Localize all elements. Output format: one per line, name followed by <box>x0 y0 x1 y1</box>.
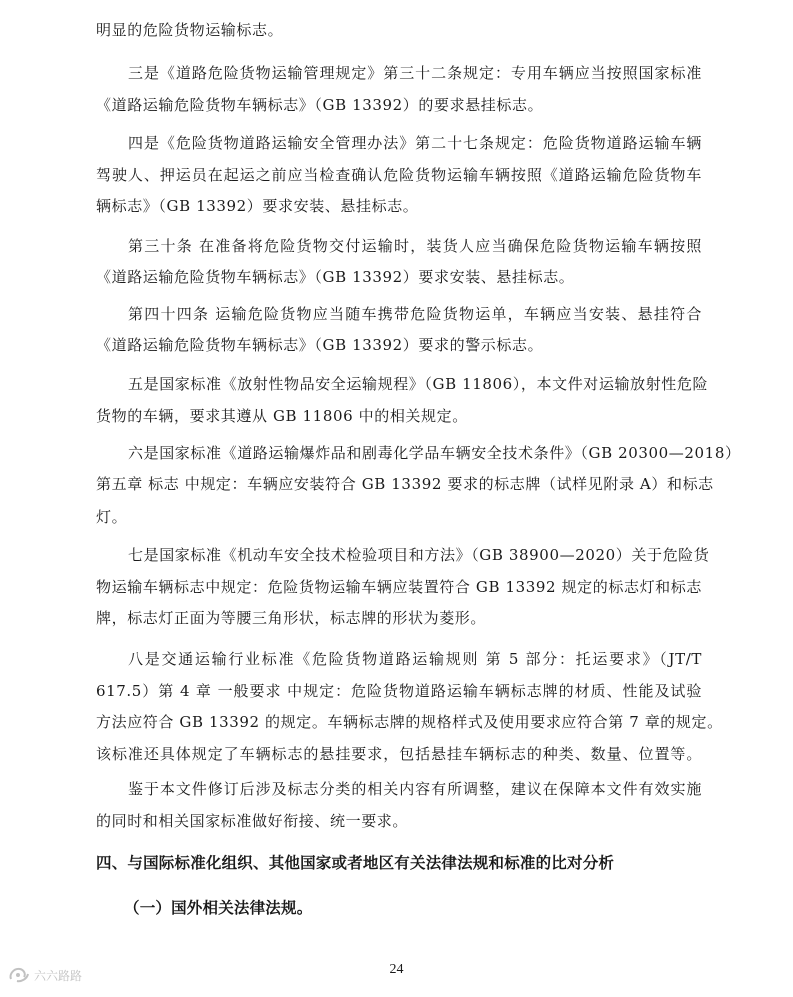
paragraph-line: 三是《道路危险货物运输管理规定》第三十二条规定：专用车辆应当按照国家标准 <box>128 64 702 82</box>
watermark-logo-icon <box>8 966 30 984</box>
section-heading: 四、与国际标准化组织、其他国家或者地区有关法律法规和标准的比对分析 <box>96 854 615 872</box>
paragraph-line: 该标准还具体规定了车辆标志的悬挂要求，包括悬挂车辆标志的种类、数量、位置等。 <box>96 745 702 763</box>
paragraph-line: 驾驶人、押运员在起运之前应当检查确认危险货物运输车辆按照《道路运输危险货物车 <box>96 166 702 184</box>
page-number: 24 <box>389 962 404 977</box>
watermark <box>8 966 82 984</box>
paragraph-line: 《道路运输危险货物车辆标志》（GB 13392）要求安装、悬挂标志。 <box>96 268 575 286</box>
subsection-heading: （一）国外相关法律法规。 <box>124 899 313 917</box>
paragraph-line: 七是国家标准《机动车安全技术检验项目和方法》（GB 38900—2020）关于危险货 <box>128 546 710 564</box>
paragraph-line: 617.5）第 4 章 一般要求 中规定：危险货物道路运输车辆标志牌的材质、性能及试验 <box>96 682 702 700</box>
paragraph-line: 八是交通运输行业标准《危险货物道路运输规则 第 5 部分：托运要求》（JT/T <box>128 650 702 668</box>
paragraph-line: 第四十四条 运输危险货物应当随车携带危险货物运单，车辆应当安装、悬挂符合 <box>128 305 702 323</box>
paragraph-line: 的同时和相关国家标准做好衔接、统一要求。 <box>96 812 409 830</box>
paragraph-line: 物运输车辆标志中规定：危险货物运输车辆应装置符合 GB 13392 规定的标志灯和标志 <box>96 578 702 596</box>
paragraph-line: 第五章 标志 中规定：车辆应安装符合 GB 13392 要求的标志牌（试样见附录 A）和标志 <box>96 475 714 493</box>
paragraph-line: 明显的危险货物运输标志。 <box>96 21 284 39</box>
paragraph-line: 第三十条 在准备将危险货物交付运输时，装货人应当确保危险货物运输车辆按照 <box>128 237 702 255</box>
paragraph-line: 货物的车辆，要求其遵从 GB 11806 中的相关规定。 <box>96 407 468 425</box>
paragraph-line: 辆标志》（GB 13392）要求安装、悬挂标志。 <box>96 197 419 215</box>
paragraph-line: 《道路运输危险货物车辆标志》（GB 13392）的要求悬挂标志。 <box>96 96 544 114</box>
paragraph-line: 牌，标志灯正面为等腰三角形状，标志牌的形状为菱形。 <box>96 609 487 627</box>
paragraph-line: 方法应符合 GB 13392 的规定。车辆标志牌的规格样式及使用要求应符合第 7 章的规定。 <box>96 713 723 731</box>
paragraph-line: 灯。 <box>96 508 128 526</box>
paragraph-line: 五是国家标准《放射性物品安全运输规程》（GB 11806），本文件对运输放射性危险 <box>128 375 709 393</box>
watermark-text: 六六路路 <box>34 968 83 983</box>
paragraph-line: 四是《危险货物道路运输安全管理办法》第二十七条规定：危险货物道路运输车辆 <box>128 134 702 152</box>
paragraph-line: 鉴于本文件修订后涉及标志分类的相关内容有所调整，建议在保障本文件有效实施 <box>128 780 702 798</box>
paragraph-line: 六是国家标准《道路运输爆炸品和剧毒化学品车辆安全技术条件》（GB 20300—2018） <box>128 444 741 462</box>
paragraph-line: 《道路运输危险货物车辆标志》（GB 13392）要求的警示标志。 <box>96 336 544 354</box>
